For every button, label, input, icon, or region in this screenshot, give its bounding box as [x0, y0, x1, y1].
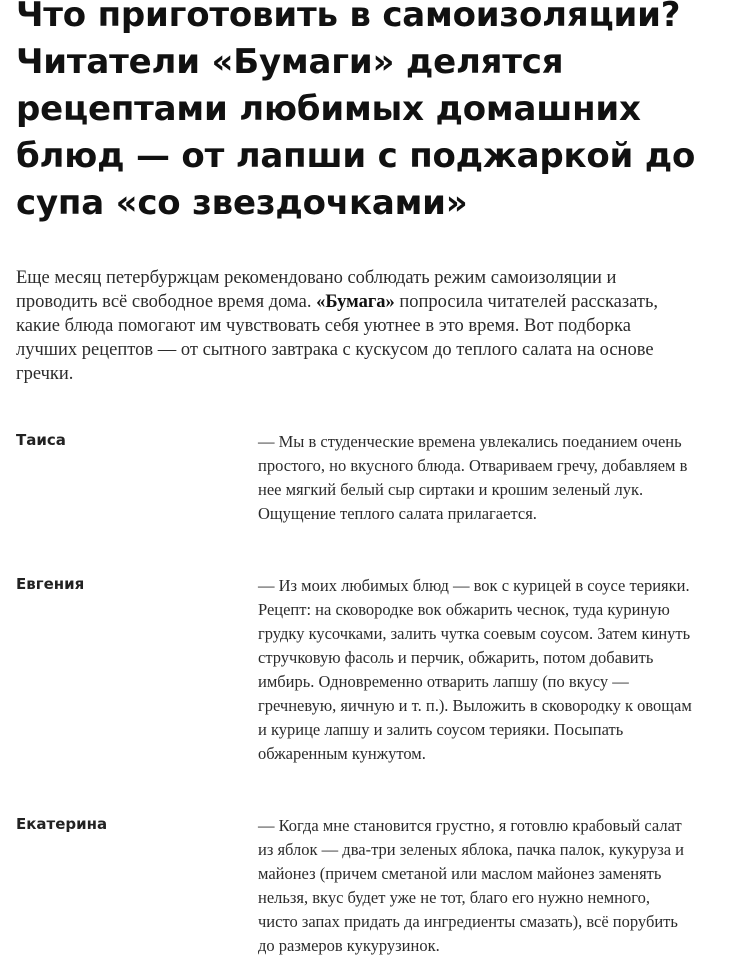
lead-line: [16, 290, 726, 314]
headline-line: Читатели «Бумаги» делятся: [16, 42, 564, 82]
quote-line: нее мягкий белый сыр сиртаки и крошим зеленый лук.: [258, 480, 644, 499]
headline-line: супа «со звездочками»: [16, 183, 468, 223]
reader-quote: [258, 430, 728, 526]
quote-line: Рецепт: на сковородке вок обжарить чеснок, туда куриную: [258, 600, 670, 619]
lead-text: проводить всё свободное время дома.: [16, 292, 317, 312]
reader-quote: [258, 814, 728, 958]
reader-name: Евгения: [16, 575, 85, 593]
reader-name: Екатерина: [16, 815, 108, 833]
quote-line: грудку кусочками, залить чутка соевым соусом. Затем кинуть: [258, 624, 691, 643]
quote-line: чисто запах придать да ингредиенты смазать), всё порубить: [258, 912, 678, 931]
quote-line: имбирь. Одновременно отварить лапшу (по вкусу —: [258, 672, 629, 691]
quote-line: — Из моих любимых блюд — вок с курицей в соусе терияки.: [258, 576, 690, 595]
quote-line: обжаренным кунжутом.: [258, 744, 426, 763]
article-headline: [0, 0, 742, 227]
headline-line: блюд — от лапши с поджаркой до: [16, 136, 696, 176]
lead-text: попросила читателей рассказать,: [394, 292, 659, 312]
reader-quote: [258, 574, 728, 766]
quote-line: — Когда мне становится грустно, я готовлю крабовый салат: [258, 816, 682, 835]
lead-line: лучших рецептов — от сытного завтрака с кускусом до теплого салата на основе: [16, 340, 654, 360]
quote-line: стручковую фасоль и перчик, обжарить, потом добавить: [258, 648, 654, 667]
quote-line: — Мы в студенческие времена увлекались поеданием очень: [258, 432, 682, 451]
quote-line: нельзя, вкус будет уже не тот, благо его нужно немного,: [258, 888, 650, 907]
headline-line: рецептами любимых домашних: [16, 89, 641, 129]
quote-line: до размеров кукурузинок.: [258, 936, 440, 955]
brand-name: «Бумага»: [316, 292, 395, 312]
reader-name: Таиса: [16, 431, 66, 449]
quote-line: майонез (причем сметаной или маслом майонез заменять: [258, 864, 662, 883]
quote-line: Ощущение теплого салата прилагается.: [258, 504, 537, 523]
quote-line: и курице лапшу и залить соусом терияки. Посыпать: [258, 720, 624, 739]
lead-line: Еще месяц петербуржцам рекомендовано соблюдать режим самоизоляции и: [16, 268, 617, 288]
lead-line: какие блюда помогают им чувствовать себя уютнее в это время. Вот подборка: [16, 316, 631, 336]
quote-line: простого, но вкусного блюда. Отвариваем гречу, добавляем в: [258, 456, 688, 475]
article-lead: [16, 266, 726, 386]
headline-line: Что приготовить в самоизоляции?: [16, 0, 681, 35]
lead-line: гречки.: [16, 364, 74, 384]
quote-line: из яблок — два-три зеленых яблока, пачка палок, кукуруза и: [258, 840, 684, 859]
quote-line: гречневую, яичную и т. п.). Выложить в сковородку к овощам: [258, 696, 692, 715]
